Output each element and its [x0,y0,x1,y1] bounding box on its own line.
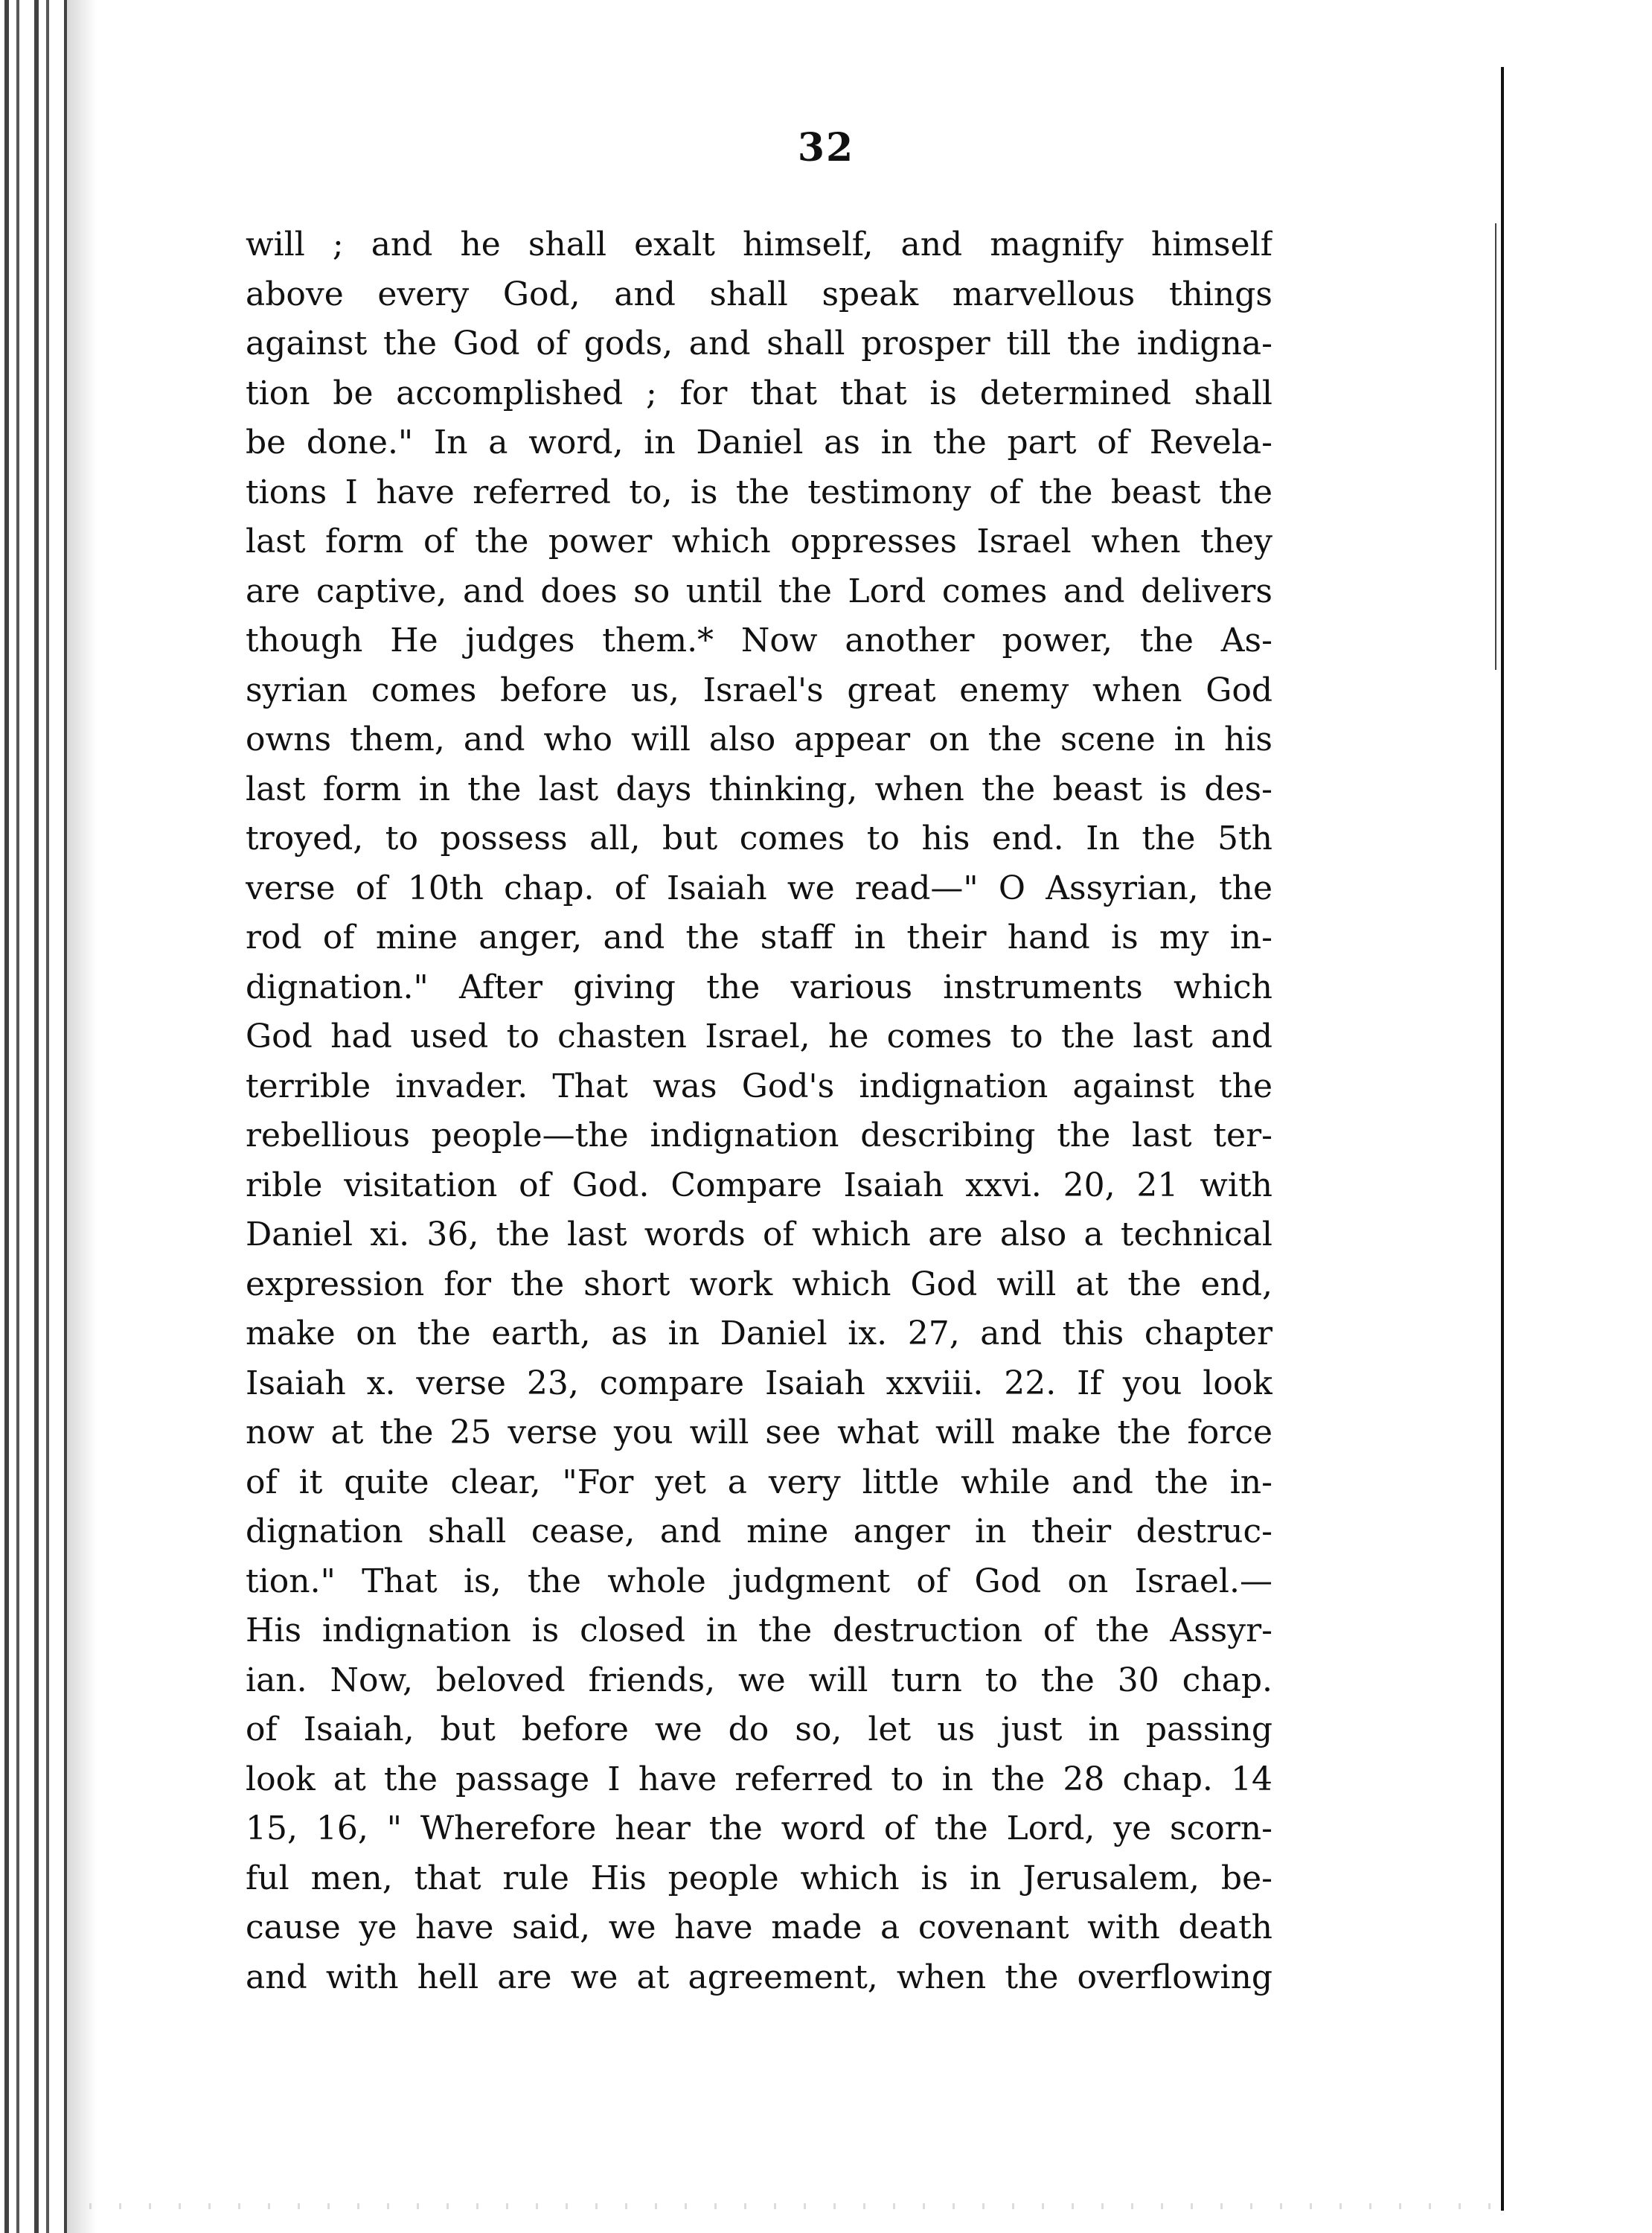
text-line: verse of 10th chap. of Isaiah we read—" O Assyrian, the [246,869,1272,907]
text-line: tion be accomplished ; for that that is determined shall [246,374,1272,412]
text-line: expression for the short work which God will at the end, [246,1265,1272,1303]
text-line: dignation shall cease, and mine anger in their destruc- [246,1512,1272,1550]
text-line: last form in the last days thinking, when the beast is des- [246,770,1272,808]
text-line: God had used to chasten Israel, he comes to the last and [246,1018,1272,1055]
text-line: tions I have referred to, is the testimony of the beast the [246,473,1272,511]
text-line: rod of mine anger, and the staff in their hand is my in- [246,919,1272,956]
text-line: terrible invader. That was God's indignation against the [246,1067,1272,1105]
text-line: tion." That is, the whole judgment of God on Israel.— [246,1562,1272,1600]
text-line: now at the 25 verse you will see what will make the force [246,1413,1272,1451]
text-line: look at the passage I have referred to in the 28 chap. 14 [246,1760,1272,1798]
text-line: of Isaiah, but before we do so, let us just in passing [246,1710,1272,1748]
text-line: and with hell are we at agreement, when the overflowing [246,1958,1272,1996]
text-line: last form of the power which oppresses Israel when they [246,523,1272,560]
right-margin-rule-thin [1495,223,1496,670]
text-line: of it quite clear, "For yet a very little while and the in- [246,1463,1272,1501]
text-line: 15, 16, " Wherefore hear the word of the Lord, ye scorn- [246,1809,1272,1847]
bottom-scan-noise [89,2203,1503,2209]
text-line: troyed, to possess all, but comes to his end. In the 5th [246,820,1272,857]
text-line: ful men, that rule His people which is in Jerusalem, be- [246,1859,1272,1897]
text-line: are captive, and does so until the Lord comes and delivers [246,572,1272,610]
text-line: be done." In a word, in Daniel as in the part of Revela- [246,424,1272,461]
text-line: against the God of gods, and shall prosper till the indigna- [246,325,1272,362]
text-line: syrian comes before us, Israel's great enemy when God [246,671,1272,709]
text-line: ian. Now, beloved friends, we will turn to the 30 chap. [246,1661,1272,1699]
page-number: 32 [797,125,855,170]
text-line: though He judges them.* Now another power, the As- [246,622,1272,659]
text-line: above every God, and shall speak marvellous things [246,275,1272,313]
binding-shadow [67,0,97,2233]
text-line: dignation." After giving the various instruments which [246,968,1272,1006]
body-text [246,220,1272,2002]
text-line: Daniel xi. 36, the last words of which are also a technical [246,1215,1272,1253]
text-line: His indignation is closed in the destruction of the Assyr- [246,1611,1272,1649]
text-line: make on the earth, as in Daniel ix. 27, and this chapter [246,1314,1272,1352]
text-line: will ; and he shall exalt himself, and magnify himself [246,226,1272,263]
text-line: Isaiah x. verse 23, compare Isaiah xxviii. 22. If you look [246,1364,1272,1402]
text-line: cause ye have said, we have made a covenant with death [246,1908,1272,1946]
text-line: owns them, and who will also appear on the scene in his [246,721,1272,758]
text-line: rible visitation of God. Compare Isaiah xxvi. 20, 21 with [246,1166,1272,1204]
right-margin-rule [1501,67,1504,2211]
text-line: rebellious people—the indignation describing the last ter- [246,1116,1272,1154]
